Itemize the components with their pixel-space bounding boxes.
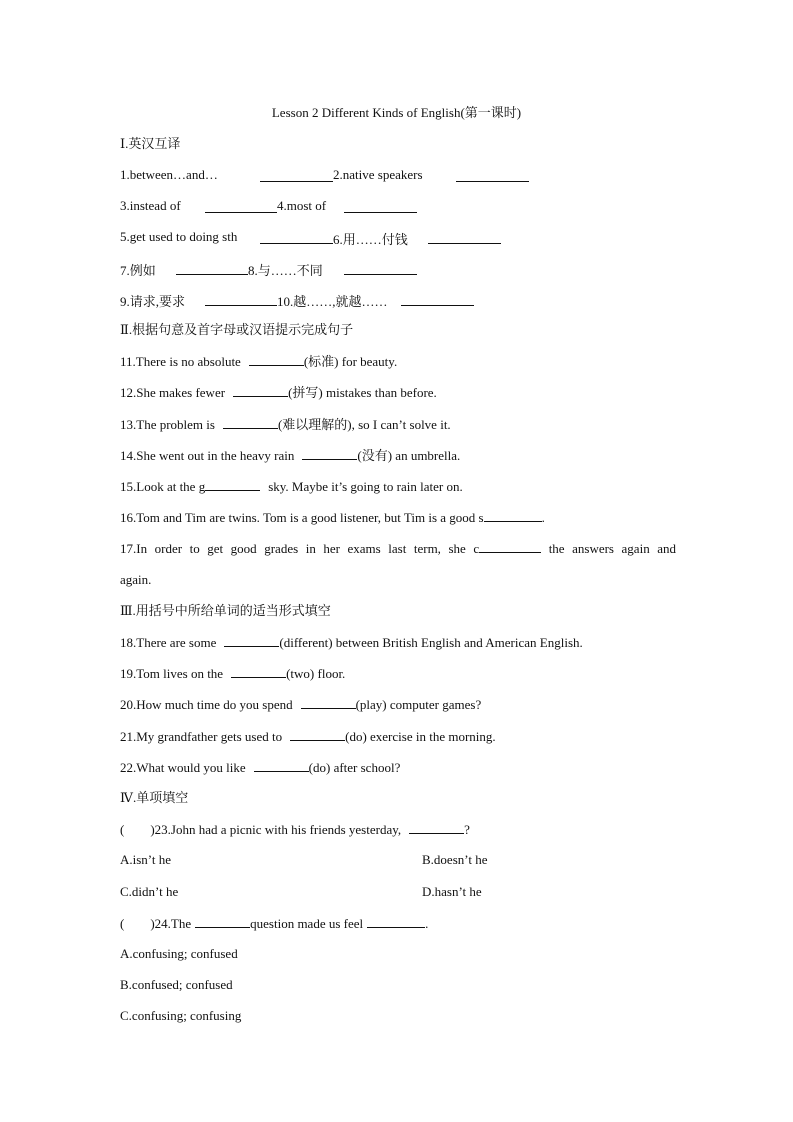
question-15 [120,478,463,495]
q24-answer-paren[interactable]: ( ) [120,916,155,931]
q18-text: 18.There are some [120,635,217,650]
q19-hint: (two) floor. [286,666,346,681]
q17-text: 17.In order to get good grades in her exams last term, she c [120,541,480,556]
answer-blank-2[interactable] [456,169,529,182]
q18-blank[interactable] [224,634,279,647]
q24-end: . [425,916,429,931]
part1-item-8: 8.与……不同 [248,263,323,278]
q18-hint: (different) between British English and American English. [279,635,583,650]
q24-text: 24.The [154,916,192,931]
q20-blank[interactable] [301,696,356,709]
q15-text: 15.Look at the g [120,479,206,494]
q21-hint: (do) exercise in the morning. [345,729,496,744]
q14-blank[interactable] [302,447,357,460]
part1-item-6: 6.用……付钱 [333,232,408,247]
answer-blank-8[interactable] [344,262,417,275]
q12-hint: (拼写) mistakes than before. [288,385,437,400]
q11-hint: (标准) for beauty. [303,354,398,369]
q15-blank[interactable] [205,478,260,491]
q24-option-b[interactable]: B.confused; confused [120,977,233,992]
q20-text: 20.How much time do you spend [120,697,293,712]
q17-blank[interactable] [479,540,541,553]
part1-item-9: 9.请求,要求 [120,294,186,309]
question-19 [120,665,345,682]
q21-blank[interactable] [290,728,345,741]
q15-rest: sky. Maybe it’s going to rain later on. [268,479,463,494]
question-17 [120,540,676,557]
q13-text: 13.The problem is [120,417,215,432]
q23-text: 23.John had a picnic with his friends yesterday, [154,822,402,837]
answer-blank-1[interactable] [260,169,333,182]
question-18 [120,634,583,651]
part1-item-4: 4.most of [277,198,327,213]
q13-hint: (难以理解的), so I can’t solve it. [277,417,451,432]
q22-hint: (do) after school? [308,760,401,775]
q19-blank[interactable] [231,665,286,678]
q12-text: 12.She makes fewer [120,385,226,400]
question-22 [120,759,400,776]
q11-text: 11.There is no absolute [120,354,241,369]
section-1-heading: Ⅰ.英汉互译 [120,136,181,151]
part1-item-3: 3.instead of [120,198,181,213]
q21-text: 21.My grandfather gets used to [120,729,283,744]
q24-option-a[interactable]: A.confusing; confused [120,946,238,961]
answer-blank-9[interactable] [205,293,277,306]
q23-option-c[interactable]: C.didn’t he [120,884,179,899]
answer-blank-10[interactable] [401,293,474,306]
q23-end: ? [464,822,470,837]
question-14 [120,447,460,464]
page-title: Lesson 2 Different Kinds of English(第一课时) [271,105,522,120]
q16-text: 16.Tom and Tim are twins. Tom is a good listener, but Tim is a good s [120,510,484,525]
question-11 [120,353,397,370]
question-20 [120,696,481,713]
q14-text: 14.She went out in the heavy rain [120,448,295,463]
q11-blank[interactable] [249,353,304,366]
question-13 [120,416,451,433]
question-21 [120,728,496,745]
question-12 [120,384,437,401]
q19-text: 19.Tom lives on the [120,666,224,681]
q23-answer-paren[interactable]: ( ) [120,822,155,837]
answer-blank-7[interactable] [176,262,248,275]
answer-blank-5[interactable] [260,231,333,244]
question-17-continued: again. [120,572,152,587]
q24-blank-2 [367,915,425,928]
part1-item-10: 10.越……,就越…… [277,294,388,309]
q16-blank[interactable] [484,509,542,522]
q17-rest: the answers again and [548,541,677,556]
q23-option-b[interactable]: B.doesn’t he [422,852,488,867]
q16-end: . [541,510,545,525]
q23-option-a[interactable]: A.isn’t he [120,852,172,867]
part1-item-5: 5.get used to doing sth [120,229,238,244]
q24-mid: question made us feel [250,916,364,931]
answer-blank-3[interactable] [205,200,277,213]
part1-item-1: 1.between…and… [120,167,218,182]
q12-blank[interactable] [233,384,288,397]
q22-blank[interactable] [254,759,309,772]
q20-hint: (play) computer games? [355,697,482,712]
q24-blank-1 [195,915,250,928]
q24-option-c[interactable]: C.confusing; confusing [120,1008,242,1023]
part1-item-2: 2.native speakers [333,167,423,182]
q23-blank [409,821,464,834]
section-3-heading: Ⅲ.用括号中所给单词的适当形式填空 [120,603,331,618]
section-4-heading: Ⅳ.单项填空 [120,790,189,805]
question-16 [120,509,545,526]
q13-blank[interactable] [223,416,278,429]
q22-text: 22.What would you like [120,760,246,775]
q23-option-d[interactable]: D.hasn’t he [422,884,482,899]
q14-hint: (没有) an umbrella. [357,448,461,463]
answer-blank-6[interactable] [428,231,501,244]
part1-item-7: 7.例如 [120,263,156,278]
answer-blank-4[interactable] [344,200,417,213]
question-24 [120,915,428,932]
section-2-heading: Ⅱ.根据句意及首字母或汉语提示完成句子 [120,322,354,337]
question-23 [120,821,470,838]
